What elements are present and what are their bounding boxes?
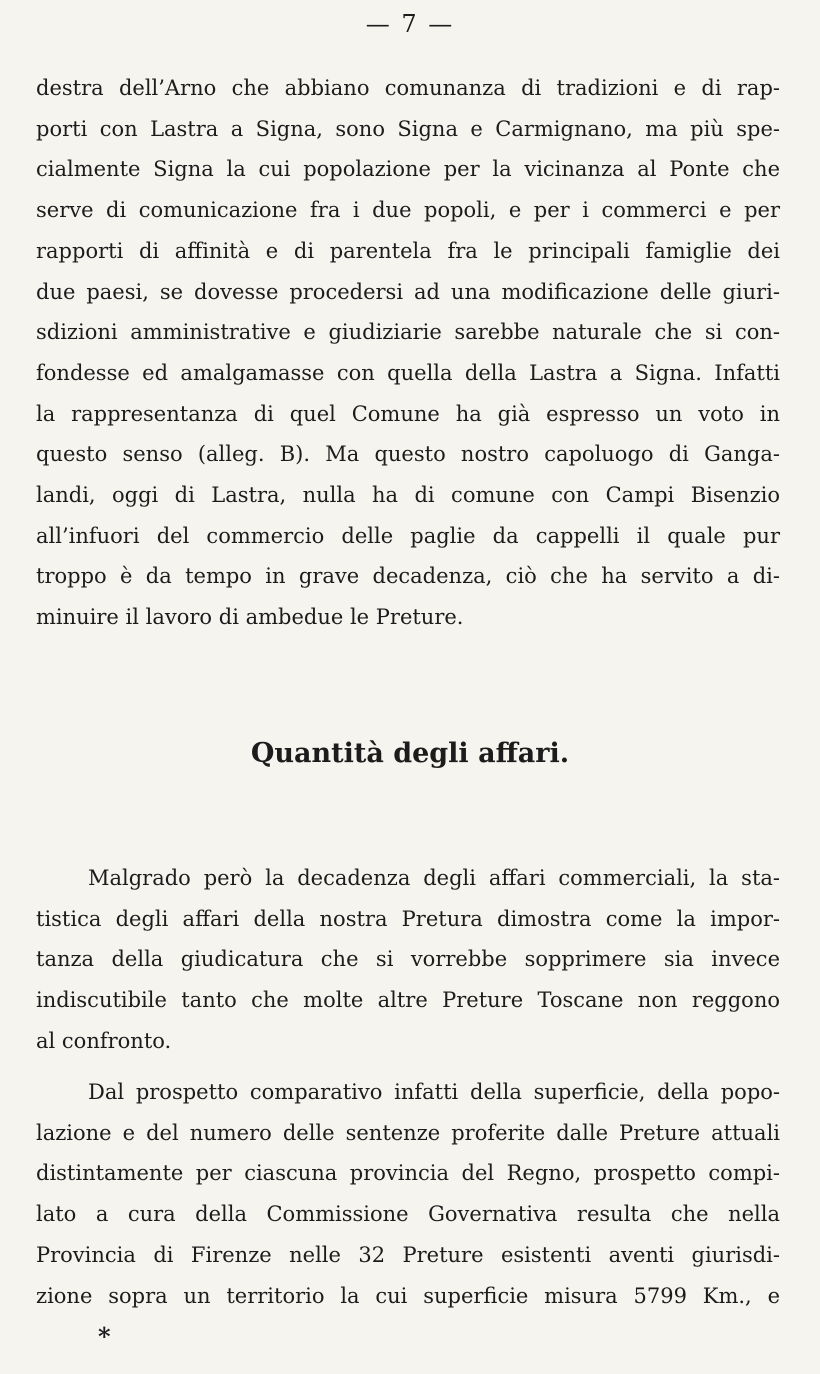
text-line: al confronto. [36, 1028, 172, 1053]
text-line: serve di comunicazione fra i due popoli, e per i commerci e per [36, 198, 780, 223]
text-line: distintamente per ciascuna provincia del Regno, prospetto compi- [36, 1161, 780, 1186]
text-line: zione sopra un territorio la cui superficie misura 5799 Km., e [36, 1283, 780, 1308]
text-line: lazione e del numero delle sentenze proferite dalle Preture attuali [36, 1120, 780, 1145]
text-line: tistica degli affari della nostra Pretura dimostra come la impor- [36, 906, 780, 931]
paragraph [36, 858, 780, 1062]
text-line: all’infuori del commercio delle paglie da cappelli il quale pur [36, 523, 780, 548]
text-line: Malgrado però la decadenza degli affari commerciali, la sta- [88, 866, 780, 890]
text-line: minuire il lavoro di ambedue le Preture. [36, 605, 464, 630]
text-line: troppo è da tempo in grave decadenza, ciò che ha servito a di- [36, 564, 780, 589]
text-line: landi, oggi di Lastra, nulla ha di comune con Campi Bisenzio [36, 483, 780, 508]
text-line: destra dell’Arno che abbiano comunanza di tradizioni e di rap- [36, 76, 780, 100]
paragraph-continuation [36, 68, 780, 638]
text-line: Provincia di Firenze nelle 32 Preture esistenti aventi giurisdi- [36, 1242, 780, 1267]
paragraph [36, 1072, 780, 1316]
text-line: Dal prospetto comparativo infatti della superficie, della popo- [88, 1080, 780, 1104]
text-line: rapporti di affinità e di parentela fra le principali famiglie dei [36, 238, 780, 263]
section-heading: Quantità degli affari. [250, 738, 570, 769]
text-line: indiscutibile tanto che molte altre Preture Toscane non reggono [36, 988, 780, 1013]
text-line: sdizioni amministrative e giudiziarie sarebbe naturale che si con- [36, 320, 780, 345]
text-line: porti con Lastra a Signa, sono Signa e Carmignano, ma più spe- [36, 116, 780, 141]
text-line: questo senso (alleg. B). Ma questo nostro capoluogo di Ganga- [36, 442, 780, 467]
signature-mark: * [98, 1322, 111, 1351]
text-line: la rappresentanza di quel Comune ha già espresso un voto in [36, 401, 780, 426]
text-line: lato a cura della Commissione Governativa resulta che nella [36, 1202, 780, 1227]
page-number: — 7 — [365, 10, 455, 38]
text-line: tanza della giudicatura che si vorrebbe sopprimere sia invece [36, 947, 780, 972]
text-line: cialmente Signa la cui popolazione per la vicinanza al Ponte che [36, 157, 780, 182]
text-line: fondesse ed amalgamasse con quella della Lastra a Signa. Infatti [36, 360, 780, 385]
text-line: due paesi, se dovesse procedersi ad una modificazione delle giuri- [36, 279, 780, 304]
